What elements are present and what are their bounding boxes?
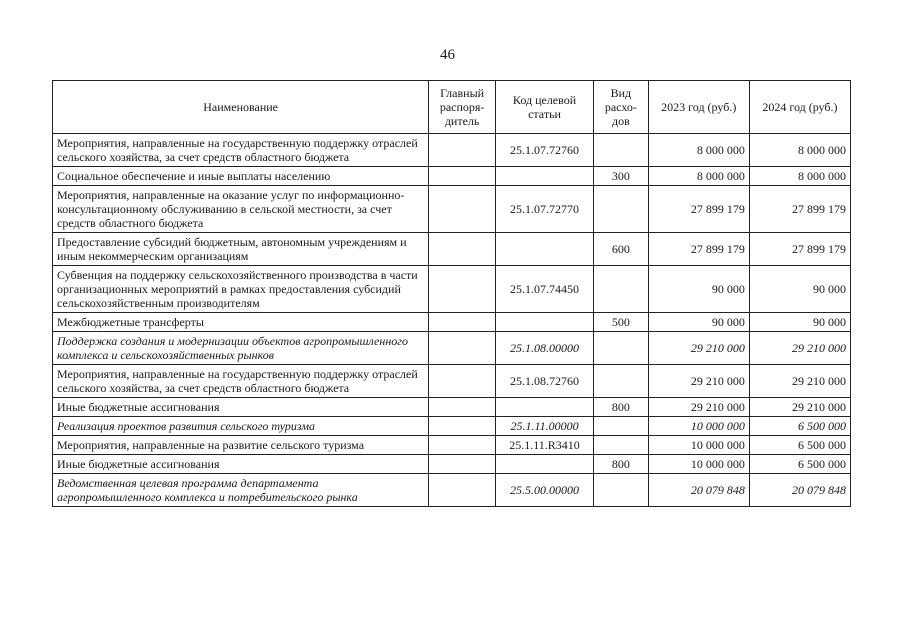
row-name: Иные бюджетные ассигнования xyxy=(53,455,429,474)
row-chief-administrator xyxy=(429,313,496,332)
header-row xyxy=(53,81,851,134)
row-amount-2023: 29 210 000 xyxy=(648,365,749,398)
row-amount-2024: 6 500 000 xyxy=(749,436,850,455)
table-row xyxy=(53,233,851,266)
row-target-code: 25.5.00.00000 xyxy=(495,474,593,507)
header-year-2024: 2024 год (руб.) xyxy=(749,81,850,134)
row-chief-administrator xyxy=(429,417,496,436)
table-row xyxy=(53,167,851,186)
row-target-code xyxy=(495,167,593,186)
row-amount-2024: 29 210 000 xyxy=(749,332,850,365)
row-expense-type: 800 xyxy=(594,455,649,474)
row-name: Мероприятия, направленные на государственную поддержку отраслей сельского хозяйства, за счет средств областного бюджета xyxy=(53,134,429,167)
header-name: Наименование xyxy=(53,81,429,134)
row-amount-2024: 20 079 848 xyxy=(749,474,850,507)
row-chief-administrator xyxy=(429,398,496,417)
row-amount-2024: 27 899 179 xyxy=(749,186,850,233)
table-row xyxy=(53,332,851,365)
table-row xyxy=(53,455,851,474)
row-name: Мероприятия, направленные на развитие сельского туризма xyxy=(53,436,429,455)
row-chief-administrator xyxy=(429,233,496,266)
header-target-code: Код целевой статьи xyxy=(495,81,593,134)
row-amount-2024: 8 000 000 xyxy=(749,167,850,186)
row-chief-administrator xyxy=(429,436,496,455)
row-target-code: 25.1.11.R3410 xyxy=(495,436,593,455)
row-chief-administrator xyxy=(429,332,496,365)
row-chief-administrator xyxy=(429,474,496,507)
row-chief-administrator xyxy=(429,167,496,186)
row-name: Мероприятия, направленные на оказание услуг по информационно-консультационному обслуживанию в сельской местности, за счет средств областного бюджета xyxy=(53,186,429,233)
row-amount-2023: 8 000 000 xyxy=(648,167,749,186)
table-row xyxy=(53,266,851,313)
row-expense-type xyxy=(594,332,649,365)
row-expense-type: 300 xyxy=(594,167,649,186)
table-row xyxy=(53,398,851,417)
row-amount-2024: 90 000 xyxy=(749,313,850,332)
row-amount-2023: 8 000 000 xyxy=(648,134,749,167)
row-amount-2023: 10 000 000 xyxy=(648,455,749,474)
row-expense-type xyxy=(594,134,649,167)
row-expense-type: 600 xyxy=(594,233,649,266)
row-name: Предоставление субсидий бюджетным, автономным учреждениям и иным некоммерческим организациям xyxy=(53,233,429,266)
row-amount-2023: 27 899 179 xyxy=(648,186,749,233)
row-expense-type xyxy=(594,417,649,436)
row-amount-2023: 10 000 000 xyxy=(648,436,749,455)
row-target-code xyxy=(495,398,593,417)
row-name: Ведомственная целевая программа департамента агропромышленного комплекса и потребительского рынка xyxy=(53,474,429,507)
row-target-code: 25.1.08.00000 xyxy=(495,332,593,365)
row-amount-2023: 27 899 179 xyxy=(648,233,749,266)
page-number: 46 xyxy=(440,47,455,63)
row-expense-type: 800 xyxy=(594,398,649,417)
row-name: Реализация проектов развития сельского туризма xyxy=(53,417,429,436)
table-body xyxy=(53,134,851,507)
row-amount-2024: 6 500 000 xyxy=(749,417,850,436)
table-row xyxy=(53,313,851,332)
row-target-code: 25.1.07.74450 xyxy=(495,266,593,313)
row-amount-2023: 90 000 xyxy=(648,313,749,332)
row-expense-type xyxy=(594,365,649,398)
row-chief-administrator xyxy=(429,455,496,474)
row-target-code: 25.1.08.72760 xyxy=(495,365,593,398)
row-chief-administrator xyxy=(429,365,496,398)
row-chief-administrator xyxy=(429,266,496,313)
row-amount-2024: 29 210 000 xyxy=(749,365,850,398)
row-amount-2023: 20 079 848 xyxy=(648,474,749,507)
table-row xyxy=(53,417,851,436)
row-amount-2024: 90 000 xyxy=(749,266,850,313)
row-amount-2023: 29 210 000 xyxy=(648,332,749,365)
row-amount-2023: 29 210 000 xyxy=(648,398,749,417)
table-row xyxy=(53,365,851,398)
row-expense-type xyxy=(594,186,649,233)
row-chief-administrator xyxy=(429,134,496,167)
budget-table xyxy=(52,80,851,507)
row-name: Социальное обеспечение и иные выплаты населению xyxy=(53,167,429,186)
table-row xyxy=(53,134,851,167)
row-name: Межбюджетные трансферты xyxy=(53,313,429,332)
row-amount-2024: 6 500 000 xyxy=(749,455,850,474)
row-expense-type xyxy=(594,266,649,313)
row-target-code: 25.1.07.72770 xyxy=(495,186,593,233)
row-expense-type xyxy=(594,474,649,507)
row-name: Поддержка создания и модернизации объектов агропромышленного комплекса и сельскохозяйственных рынков xyxy=(53,332,429,365)
row-amount-2024: 29 210 000 xyxy=(749,398,850,417)
row-expense-type: 500 xyxy=(594,313,649,332)
row-amount-2023: 90 000 xyxy=(648,266,749,313)
header-expense-type: Вид расхо-дов xyxy=(594,81,649,134)
row-name: Мероприятия, направленные на государственную поддержку отраслей сельского хозяйства, за счет средств областного бюджета xyxy=(53,365,429,398)
row-amount-2023: 10 000 000 xyxy=(648,417,749,436)
table-header xyxy=(53,81,851,134)
row-target-code: 25.1.11.00000 xyxy=(495,417,593,436)
header-year-2023: 2023 год (руб.) xyxy=(648,81,749,134)
table-row xyxy=(53,474,851,507)
table-row xyxy=(53,436,851,455)
row-target-code xyxy=(495,313,593,332)
row-target-code: 25.1.07.72760 xyxy=(495,134,593,167)
header-chief-administrator: Главный распоря-дитель xyxy=(429,81,496,134)
row-amount-2024: 8 000 000 xyxy=(749,134,850,167)
row-amount-2024: 27 899 179 xyxy=(749,233,850,266)
row-target-code xyxy=(495,455,593,474)
row-name: Иные бюджетные ассигнования xyxy=(53,398,429,417)
row-name: Субвенция на поддержку сельскохозяйственного производства в части организационных мероприятий в рамках предоставления субсидий сельскохозяйственным производителям xyxy=(53,266,429,313)
row-chief-administrator xyxy=(429,186,496,233)
table-row xyxy=(53,186,851,233)
row-target-code xyxy=(495,233,593,266)
row-expense-type xyxy=(594,436,649,455)
